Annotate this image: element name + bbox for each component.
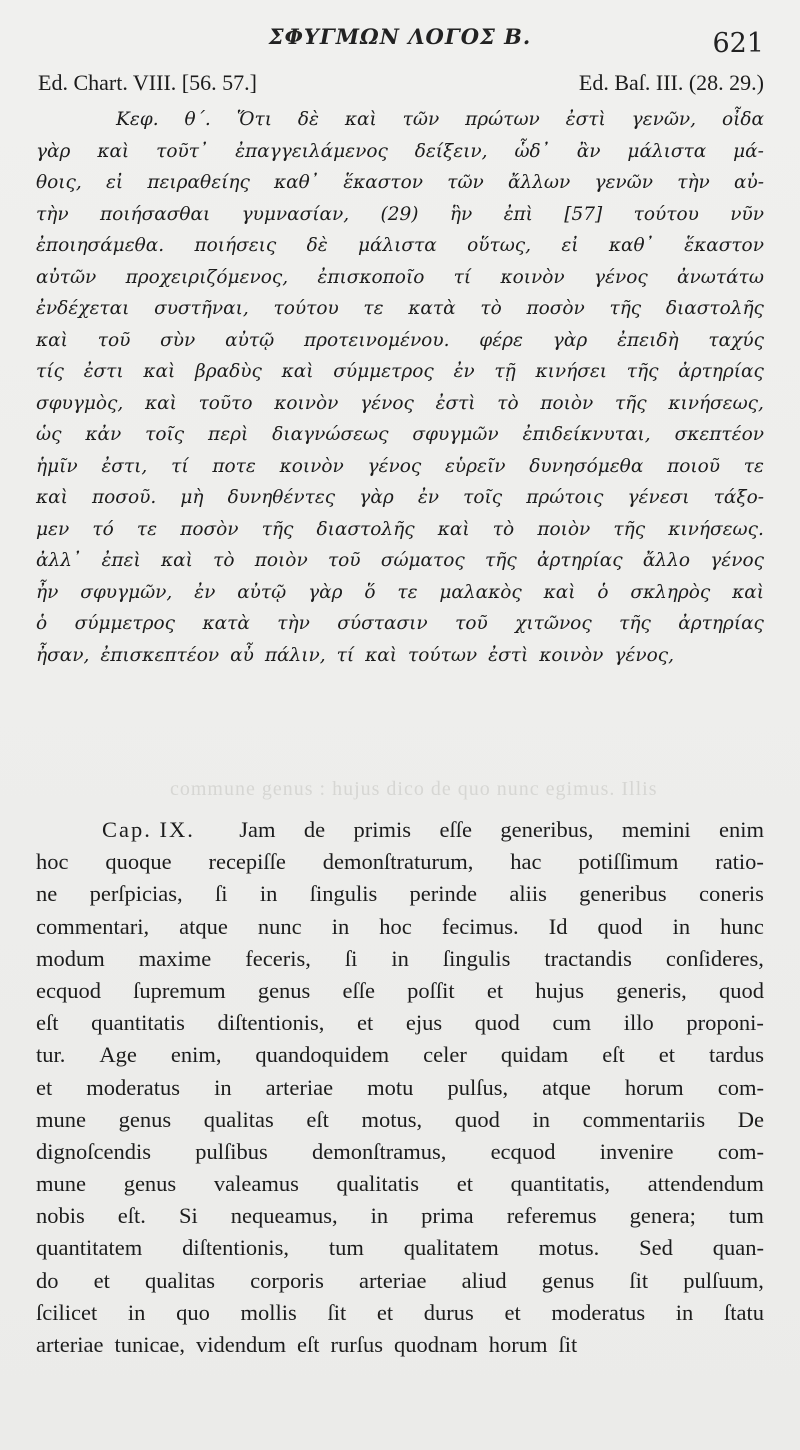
latin-text-block [36,814,764,1361]
edition-basel-reference: Ed. Baſ. III. (28. 29.) [578,70,764,95]
greek-line: Κεφ. θ΄. Ὅτι δὲ καὶ τῶν πρώτων ἐστὶ γενῶν, οἶδα [116,109,764,130]
greek-line: ἦν σφυγμῶν, ἐν αὐτῷ γὰρ ὅ τε μαλακὸς καὶ ὁ σκληρὸς καὶ [36,581,764,603]
greek-line: ἦσαν, ἐπισκεπτέον αὖ πάλιν, τί καὶ τούτων ἐστὶ κοινὸν γένος, [36,644,674,666]
greek-line: μεν τό τε ποσὸν τῆς διαστολῆς καὶ τὸ ποιὸν τῆς κινήσεως. [36,518,764,540]
edition-reference-line [38,70,764,102]
greek-line: θοις, εἰ πειραθείης καθ᾽ ἕκαστον τῶν ἄλλων γενῶν τὴν αὐ- [36,172,764,193]
greek-line: αὐτῶν προχειριζόμενος, ἐπισκοποῖο τί κοινὸν γένος ἀνωτάτω [36,266,764,288]
latin-line: ne perſpicias, ſi in ſingulis perinde aliis generibus coneris [36,881,764,907]
greek-line: ἐνδέχεται συστῆναι, τούτου τε κατὰ τὸ ποσὸν τῆς διαστολῆς [36,298,764,319]
running-head: ΣΦΥΓΜΩΝ ΛΟΓΟΣ Β. [268,24,532,49]
page-number: 621 [712,28,764,59]
greek-line: τὴν ποιήσασθαι γυμνασίαν, (29) ἣν ἐπὶ [57] τούτου νῦν [36,203,764,225]
greek-line: ἀλλ᾽ ἐπεὶ καὶ τὸ ποιὸν τοῦ σώματος τῆς ἀρτηρίας ἄλλο γένος [36,550,764,571]
latin-line: mune genus valeamus qualitatis et quantitatis, attendendum [36,1171,764,1197]
greek-line: καὶ ποσοῦ. μὴ δυνηθέντες γὰρ ἐν τοῖς πρώτοις γένεσι τάξο- [36,487,764,508]
greek-line: ἐποιησάμεθα. ποιήσεις δὲ μάλιστα οὕτως, εἰ καθ᾽ ἕκαστον [36,235,764,256]
edition-chart-reference: Ed. Chart. VIII. [56. 57.] [38,70,257,95]
greek-line: ὁ σύμμετρος κατὰ τὴν σύστασιν τοῦ χιτῶνος τῆς ἀρτηρίας [36,613,764,634]
latin-line: do et qualitas corporis arteriae aliud genus ſit pulſuum, [36,1267,764,1293]
latin-line: eſt quantitatis diſtentionis, et ejus quod cum illo proponi- [36,1010,764,1036]
latin-line: hoc quoque recepiſſe demonſtraturum, hac potiſſimum ratio- [36,849,764,875]
chapter-label: Cap. IX. [102,817,195,842]
greek-line: τίς ἐστι καὶ βραδὺς καὶ σύμμετρος ἐν τῇ κινήσει τῆς ἀρτηρίας [36,361,764,382]
greek-line: ὡς κἀν τοῖς περὶ διαγνώσεως σφυγμῶν ἐπιδείκνυται, σκεπτέον [36,424,764,445]
latin-line: et moderatus in arteriae motu pulſus, atque horum com- [36,1074,764,1100]
latin-line: ſcilicet in quo mollis ſit et durus et moderatus in ſtatu [36,1299,764,1325]
latin-line: arteriae tunicae, videndum eſt rurſus quodnam horum ſit [36,1332,578,1357]
bleed-through-text: commune genus : hujus dico de quo nunc egimus. Illis [170,778,658,800]
greek-line: καὶ τοῦ σὺν αὐτῷ προτεινομένου. φέρε γὰρ ἐπειδὴ ταχύς [36,329,764,351]
latin-line: mune genus qualitas eſt motus, quod in commentariis De [36,1106,764,1132]
greek-line: γὰρ καὶ τοῦτ᾽ ἐπαγγειλάμενος δείξειν, ὧδ᾽ ἂν μάλιστα μά- [36,140,764,162]
latin-line: tur. Age enim, quandoquidem celer quidam eſt et tardus [36,1042,764,1068]
greek-line: σφυγμὸς, καὶ τοῦτο κοινὸν γένος ἐστὶ τὸ ποιὸν τῆς κινήσεως, [36,392,764,414]
latin-line: nobis eſt. Si nequeamus, in prima referemus genera; tum [36,1203,764,1229]
greek-line: ἡμῖν ἐστι, τί ποτε κοινὸν γένος εὑρεῖν δυνησόμεθα ποιοῦ τε [36,455,764,477]
latin-line: modum maxime feceris, ſi in ſingulis tractandis conſideres, [36,945,764,971]
latin-line: Cap. IX. Jam de primis eſſe generibus, memini enim [36,814,764,846]
greek-text-block [36,104,764,671]
latin-line: commentari, atque nunc in hoc fecimus. Id quod in hunc [36,913,764,939]
latin-line: quantitatem diſtentionis, tum qualitatem motus. Sed quan- [36,1235,764,1261]
latin-line: dignoſcendis pulſibus demonſtramus, ecquod invenire com- [36,1138,764,1164]
latin-line: ecquod ſupremum genus eſſe poſſit et hujus generis, quod [36,977,764,1003]
